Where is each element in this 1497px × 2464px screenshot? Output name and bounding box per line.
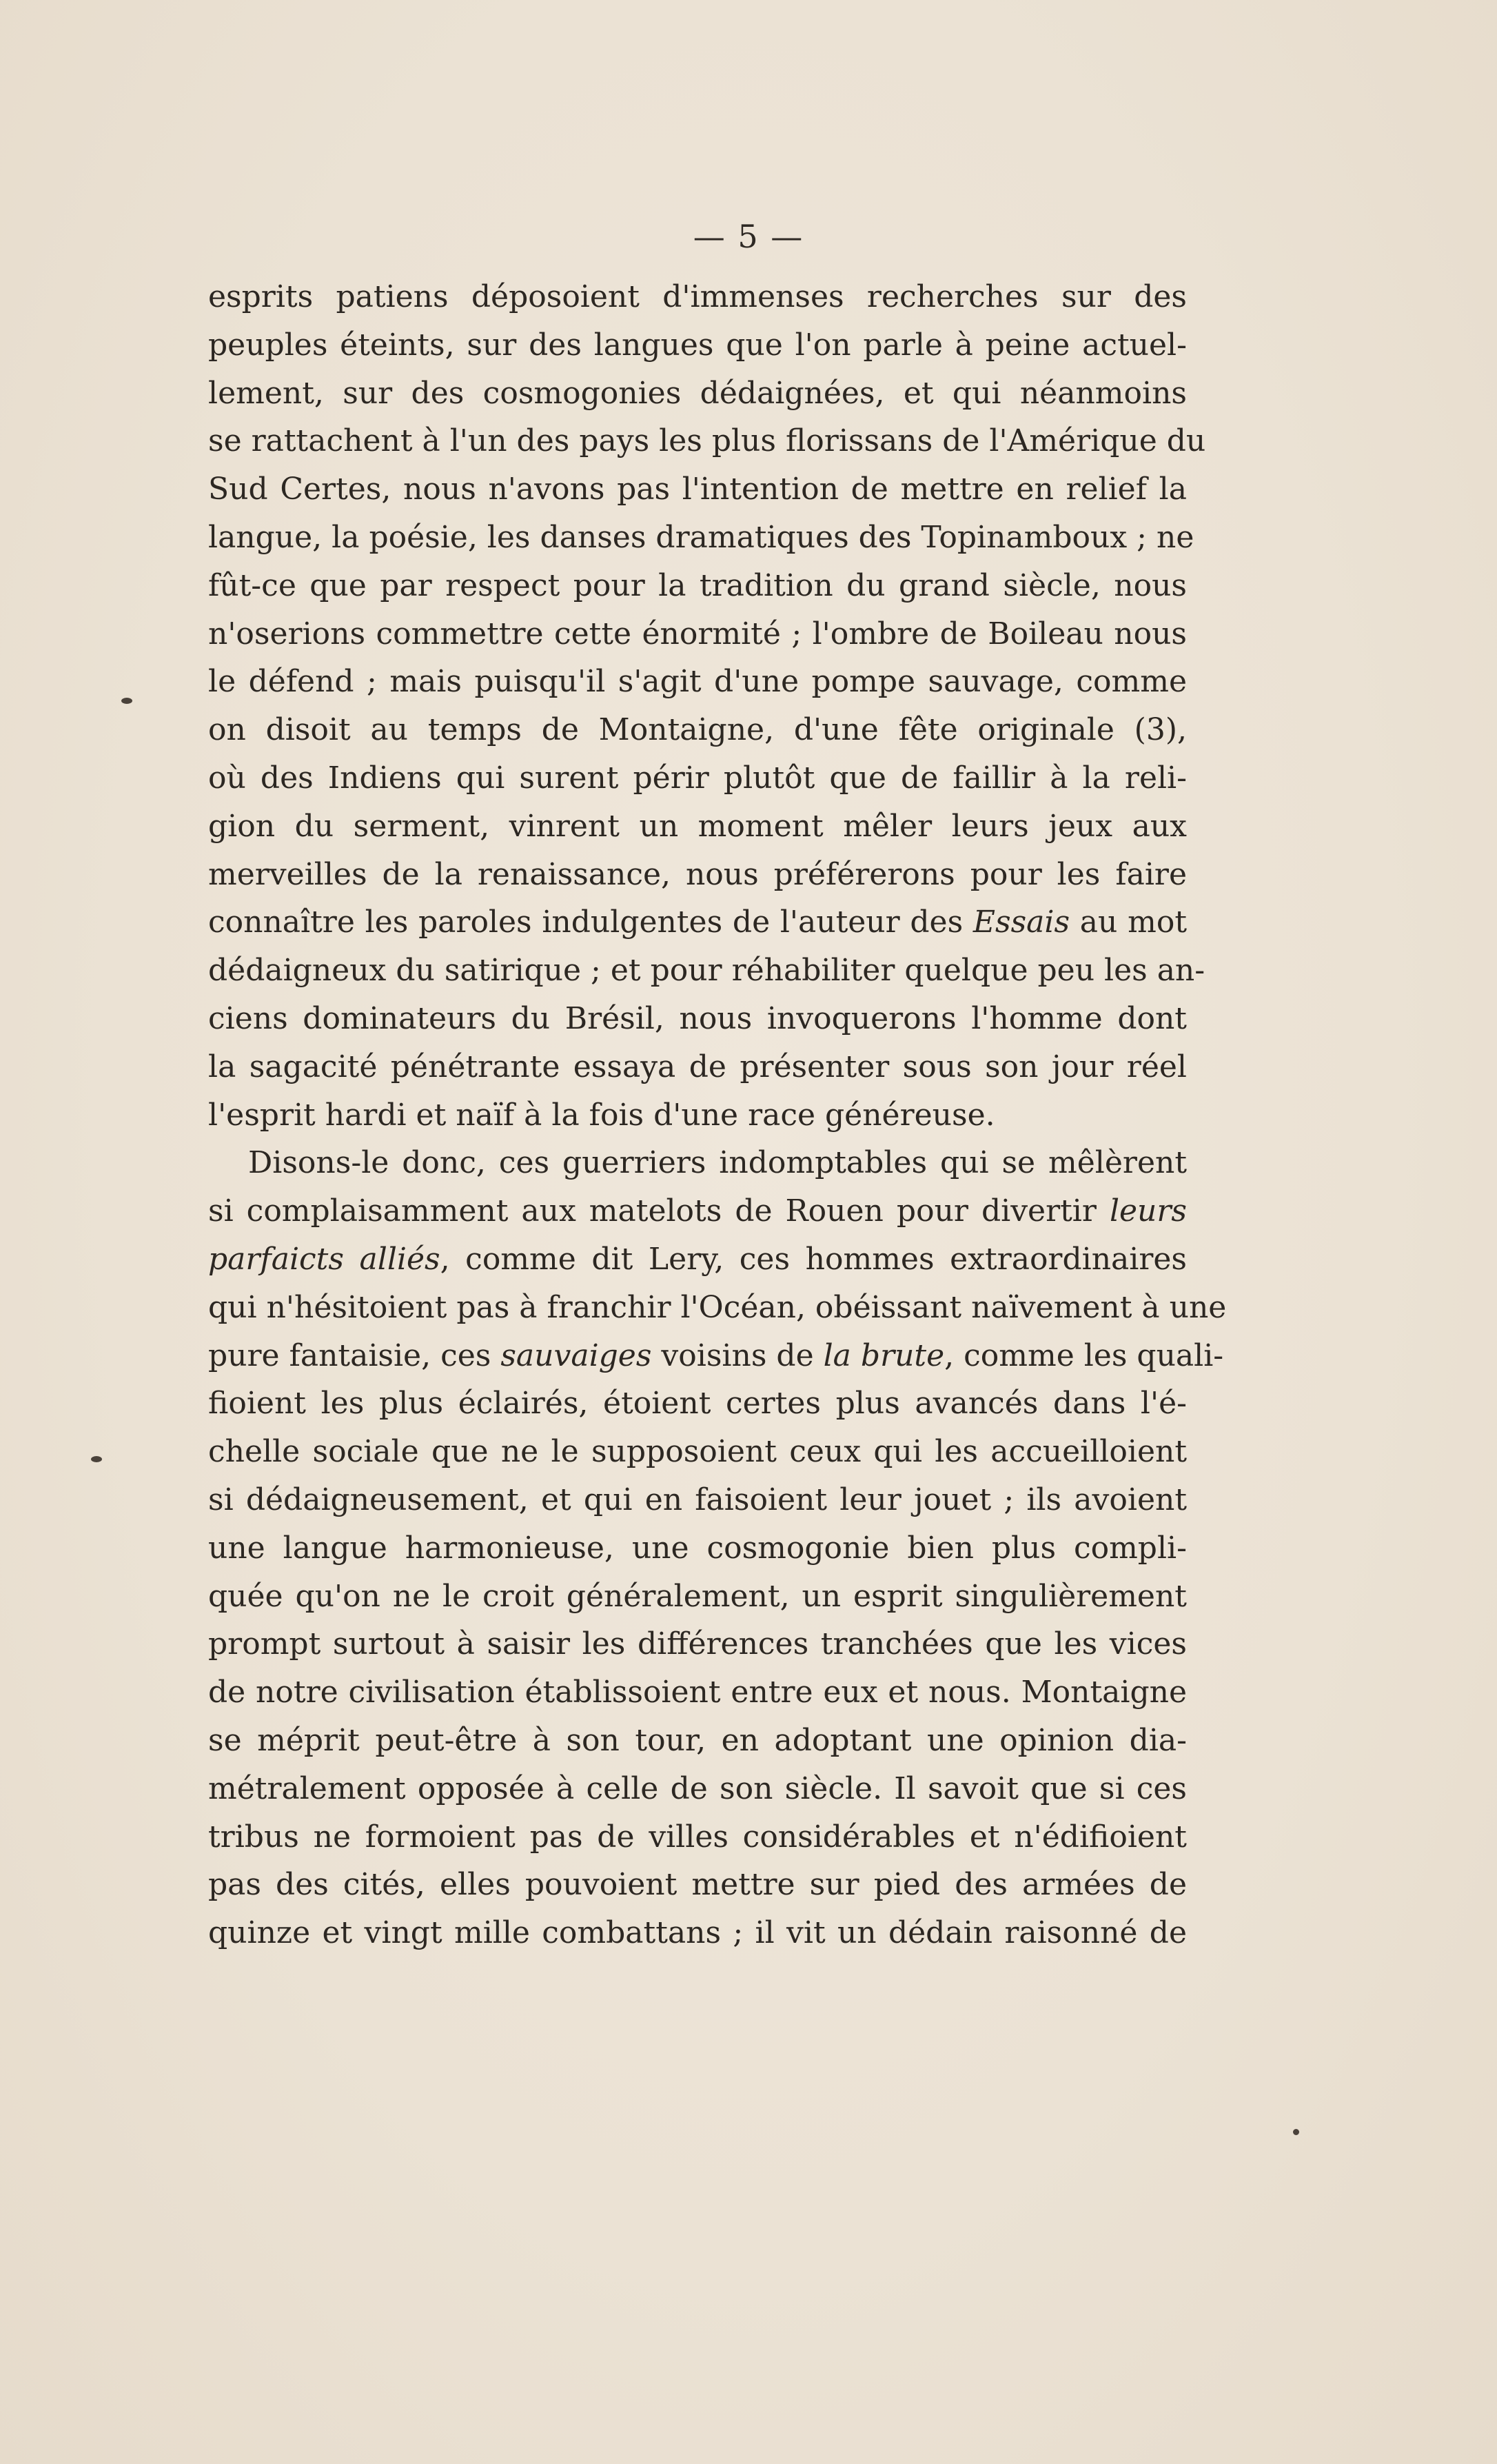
text-run: on disoit au temps de Montaigne, d'une fête originale (3), bbox=[208, 712, 1187, 748]
text-run: merveilles de la renaissance, nous préférerons pour les faire bbox=[208, 856, 1187, 892]
italic-text: Essais bbox=[972, 905, 1070, 940]
text-line bbox=[208, 947, 1205, 995]
text-line bbox=[208, 1380, 1187, 1428]
text-run: fioient les plus éclairés, étoient certes plus avancés dans l'é- bbox=[208, 1386, 1187, 1422]
text-run: la sagacité pénétrante essaya de présenter sous son jour réel bbox=[208, 1049, 1187, 1084]
text-run: gion du serment, vinrent un moment mêler leurs jeux aux bbox=[208, 808, 1187, 844]
text-run: lement, sur des cosmogonies dédaignées, et qui néanmoins bbox=[208, 375, 1187, 411]
text-run: voisins de bbox=[651, 1337, 824, 1373]
text-run: connaître les paroles indulgentes de l'auteur des bbox=[208, 905, 973, 940]
text-line bbox=[208, 1091, 1187, 1140]
text-run: langue, la poésie, les danses dramatiques des Topinamboux ; ne bbox=[208, 519, 1194, 555]
text-line bbox=[208, 1139, 1187, 1187]
text-run: peuples éteints, sur des langues que l'on parle à peine actuel- bbox=[208, 327, 1187, 363]
text-line bbox=[208, 1813, 1187, 1861]
margin-speck bbox=[1293, 2129, 1299, 2135]
text-run: l'esprit hardi et naïf à la fois d'une race généreuse. bbox=[208, 1097, 995, 1133]
text-run: Disons-le donc, ces guerriers indomptables qui se mêlèrent bbox=[248, 1145, 1187, 1181]
text-line bbox=[208, 1476, 1187, 1524]
text-run: fût-ce que par respect pour la tradition du grand siècle, nous bbox=[208, 567, 1187, 603]
text-run: n'oserions commettre cette énormité ; l'ombre de Boileau nous bbox=[208, 616, 1187, 652]
margin-speck bbox=[121, 698, 132, 704]
text-run: , comme dit Lery, ces hommes extraordinaires bbox=[440, 1241, 1187, 1277]
text-line bbox=[208, 1524, 1187, 1573]
italic-text: parfaicts alliés bbox=[208, 1241, 440, 1277]
text-line bbox=[208, 1861, 1187, 1909]
text-run: métralement opposée à celle de son siècle. Il savoit que si ces bbox=[208, 1770, 1187, 1806]
text-run: pas des cités, elles pouvoient mettre sur pied des armées de bbox=[208, 1867, 1187, 1903]
text-line bbox=[208, 1284, 1227, 1332]
text-run: tribus ne formoient pas de villes considérables et n'édifioient bbox=[208, 1819, 1187, 1855]
text-run: une langue harmonieuse, une cosmogonie bien plus compli- bbox=[208, 1530, 1187, 1566]
text-run: qui n'hésitoient pas à franchir l'Océan, obéissant naïvement à une bbox=[208, 1289, 1227, 1325]
italic-text: la brute bbox=[823, 1337, 945, 1373]
text-line bbox=[208, 802, 1187, 851]
text-line bbox=[208, 1717, 1187, 1765]
text-run: quinze et vingt mille combattans ; il vit un dédain raisonné de bbox=[208, 1915, 1187, 1951]
text-line bbox=[208, 562, 1187, 610]
text-run: au mot bbox=[1070, 905, 1187, 940]
text-line bbox=[208, 1235, 1187, 1284]
text-run: dédaigneux du satirique ; et pour réhabiliter quelque peu les an- bbox=[208, 953, 1205, 989]
text-run: quée qu'on ne le croit généralement, un esprit singulièrement bbox=[208, 1578, 1187, 1614]
text-line bbox=[208, 1332, 1224, 1380]
page-number: — 5 — bbox=[693, 218, 804, 255]
text-line bbox=[208, 851, 1187, 899]
margin-speck bbox=[91, 1456, 102, 1462]
text-line bbox=[208, 1909, 1187, 1957]
text-run: où des Indiens qui surent périr plutôt que de faillir à la reli- bbox=[208, 760, 1187, 796]
text-run: Sud Certes, nous n'avons pas l'intention de mettre en relief la bbox=[208, 472, 1187, 507]
text-run: esprits patiens déposoient d'immenses recherches sur des bbox=[208, 279, 1187, 314]
text-line bbox=[208, 1573, 1187, 1621]
text-run: de notre civilisation établissoient entre eux et nous. Montaigne bbox=[208, 1675, 1187, 1710]
text-line bbox=[208, 321, 1187, 370]
text-run: le défend ; mais puisqu'il s'agit d'une pompe sauvage, comme bbox=[208, 664, 1187, 700]
text-run: se méprit peut-être à son tour, en adoptant une opinion dia- bbox=[208, 1722, 1187, 1758]
text-line bbox=[208, 514, 1194, 562]
text-line bbox=[208, 1668, 1187, 1717]
text-line bbox=[208, 1428, 1187, 1476]
text-line bbox=[208, 754, 1187, 802]
text-run: ciens dominateurs du Brésil, nous invoquerons l'homme dont bbox=[208, 1000, 1187, 1036]
text-run: si dédaigneusement, et qui en faisoient leur jouet ; ils avoient bbox=[208, 1482, 1187, 1517]
text-run: se rattachent à l'un des pays les plus florissans de l'Amérique du bbox=[208, 423, 1206, 459]
text-line bbox=[208, 1187, 1187, 1235]
text-line bbox=[208, 1620, 1187, 1668]
body-text bbox=[208, 273, 1227, 1957]
text-line bbox=[208, 370, 1187, 418]
italic-text: leurs bbox=[1109, 1193, 1187, 1229]
text-run: chelle sociale que ne le supposoient ceux qui les accueilloient bbox=[208, 1434, 1187, 1470]
text-line bbox=[208, 465, 1187, 514]
text-line bbox=[208, 610, 1187, 658]
text-line bbox=[208, 1043, 1187, 1091]
text-line bbox=[208, 273, 1187, 321]
text-line bbox=[208, 1765, 1187, 1813]
text-run: pure fantaisie, ces bbox=[208, 1337, 501, 1373]
text-run: si complaisamment aux matelots de Rouen pour divertir bbox=[208, 1193, 1110, 1229]
text-line bbox=[208, 417, 1206, 465]
text-line bbox=[208, 995, 1187, 1043]
text-line bbox=[208, 898, 1187, 947]
text-line bbox=[208, 706, 1187, 754]
italic-text: sauvaiges bbox=[500, 1337, 652, 1373]
text-run: prompt surtout à saisir les différences tranchées que les vices bbox=[208, 1626, 1187, 1662]
text-run: , comme les quali- bbox=[944, 1337, 1224, 1373]
text-line bbox=[208, 658, 1187, 706]
